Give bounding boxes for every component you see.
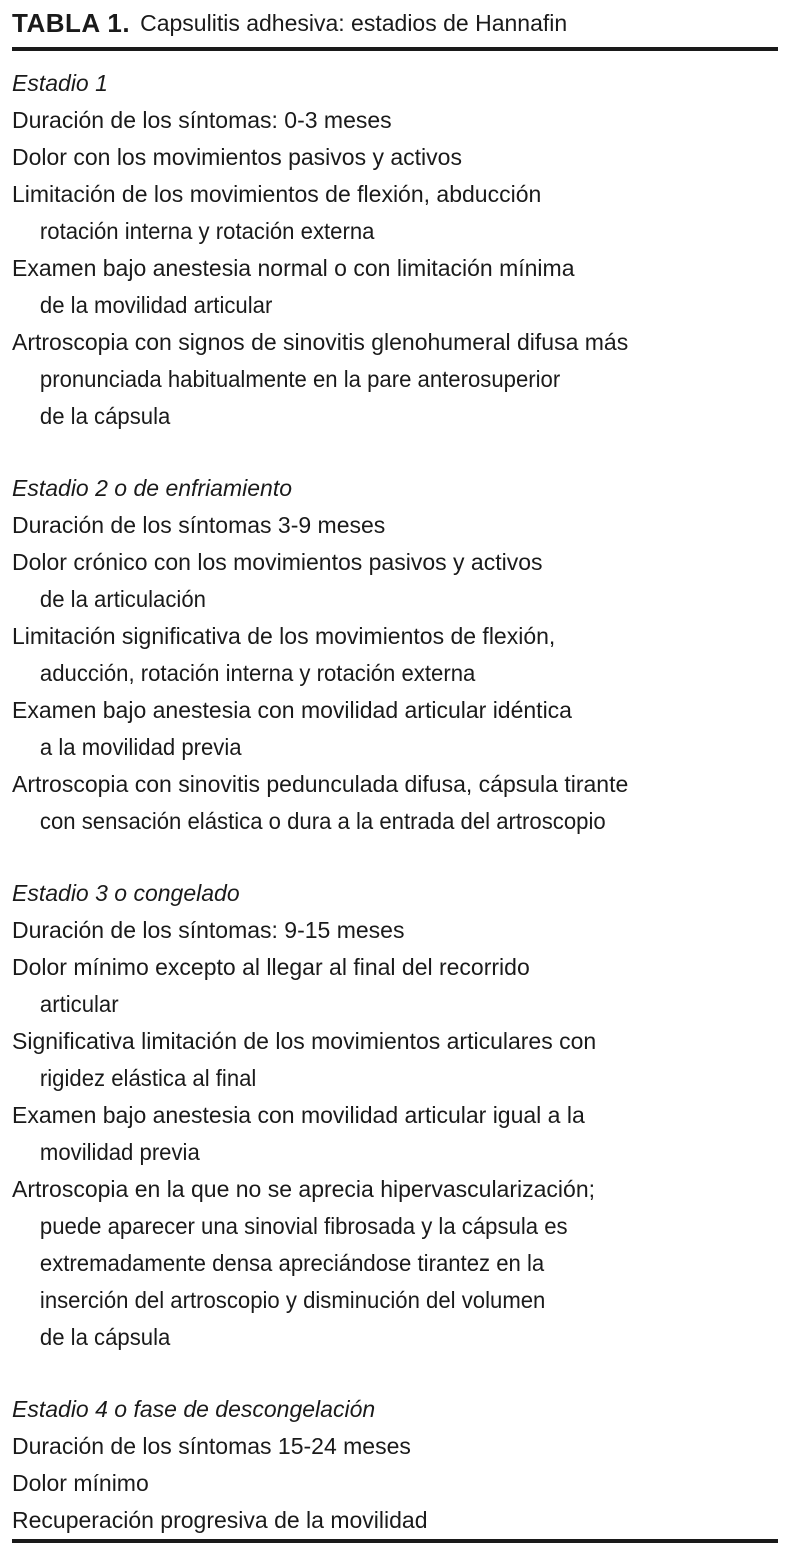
stage-item-continuation: de la movilidad articular — [39, 292, 273, 318]
stage-title: Estadio 2 o de enfriamiento — [12, 475, 293, 501]
stage-item — [12, 1502, 778, 1539]
stage-item-text: Duración de los síntomas: 0-3 meses — [12, 107, 392, 133]
stage-item-continuation: a la movilidad previa — [39, 734, 242, 760]
stage-item-text: Duración de los síntomas 15-24 meses — [12, 1433, 411, 1459]
stage-item-continuation: rigidez elástica al final — [39, 1065, 257, 1091]
stage-item-text: Dolor mínimo — [12, 1470, 149, 1496]
stage-item-continuation: rotación interna y rotación externa — [39, 218, 375, 244]
stage-section — [12, 470, 778, 840]
bottom-rule — [12, 1539, 778, 1543]
stage-section — [12, 875, 778, 1356]
stage-item-text: Significativa limitación de los movimientos articulares con — [12, 1028, 597, 1054]
table-label: TABLA 1. — [12, 7, 131, 38]
stage-title: Estadio 4 o fase de descongelación — [12, 1396, 376, 1422]
stage-item — [12, 1097, 778, 1171]
table-header — [12, 0, 778, 46]
stage-item — [12, 176, 778, 250]
stage-item — [12, 1465, 778, 1502]
stage-item-text: Dolor con los movimientos pasivos y activos — [12, 144, 462, 170]
stage-item — [12, 1428, 778, 1465]
stage-item — [12, 1023, 778, 1097]
stage-item-text: Examen bajo anestesia normal o con limitación mínima — [12, 255, 575, 281]
stage-item-continuation: de la cápsula — [39, 1324, 171, 1350]
stage-item — [12, 912, 778, 949]
stage-section — [12, 1391, 778, 1539]
stage-item-text: Limitación significativa de los movimientos de flexión, — [12, 623, 556, 649]
stage-item — [12, 250, 778, 324]
stage-item-continuation: inserción del artroscopio y disminución del volumen — [39, 1287, 546, 1313]
stage-item-continuation: pronunciada habitualmente en la pare anterosuperior — [39, 366, 561, 392]
stage-item-continuation: movilidad previa — [39, 1139, 200, 1165]
stage-item-text: Recuperación progresiva de la movilidad — [12, 1507, 428, 1533]
stage-item-text: Dolor mínimo excepto al llegar al final del recorrido — [12, 954, 530, 980]
stage-item-text: Dolor crónico con los movimientos pasivos y activos — [12, 549, 543, 575]
table-body — [12, 51, 778, 1539]
table-title: Capsulitis adhesiva: estadios de Hannafin — [140, 9, 568, 36]
stage-item-text: Duración de los síntomas 3-9 meses — [12, 512, 386, 538]
stage-item — [12, 618, 778, 692]
stage-item-text: Duración de los síntomas: 9-15 meses — [12, 917, 405, 943]
stage-item — [12, 692, 778, 766]
stage-item-continuation: con sensación elástica o dura a la entrada del artroscopio — [39, 808, 606, 834]
stage-item-continuation: articular — [39, 991, 119, 1017]
stage-item-text: Artroscopia con sinovitis pedunculada difusa, cápsula tirante — [12, 771, 629, 797]
stage-title: Estadio 3 o congelado — [12, 880, 240, 906]
stage-item-continuation: aducción, rotación interna y rotación externa — [39, 660, 476, 686]
stage-item-text: Artroscopia en la que no se aprecia hipervascularización; — [12, 1176, 595, 1202]
stage-item-continuation: puede aparecer una sinovial fibrosada y la cápsula es — [39, 1213, 568, 1239]
stage-item-text: Limitación de los movimientos de flexión, abducción — [12, 181, 542, 207]
stage-item-continuation: extremadamente densa apreciándose tirantez en la — [39, 1250, 545, 1276]
stage-item — [12, 544, 778, 618]
stage-item-text: Examen bajo anestesia con movilidad articular igual a la — [12, 1102, 585, 1128]
stage-item-continuation: de la articulación — [39, 586, 206, 612]
stage-item — [12, 139, 778, 176]
stage-item-continuation: de la cápsula — [39, 403, 171, 429]
stage-section — [12, 65, 778, 435]
stage-item-text: Examen bajo anestesia con movilidad articular idéntica — [12, 697, 572, 723]
stage-item — [12, 507, 778, 544]
stage-item-text: Artroscopia con signos de sinovitis glenohumeral difusa más — [12, 329, 629, 355]
stage-item — [12, 324, 778, 435]
stage-item — [12, 766, 778, 840]
stage-item — [12, 1171, 778, 1356]
stage-title: Estadio 1 — [12, 70, 108, 96]
stage-item — [12, 949, 778, 1023]
stage-item — [12, 102, 778, 139]
